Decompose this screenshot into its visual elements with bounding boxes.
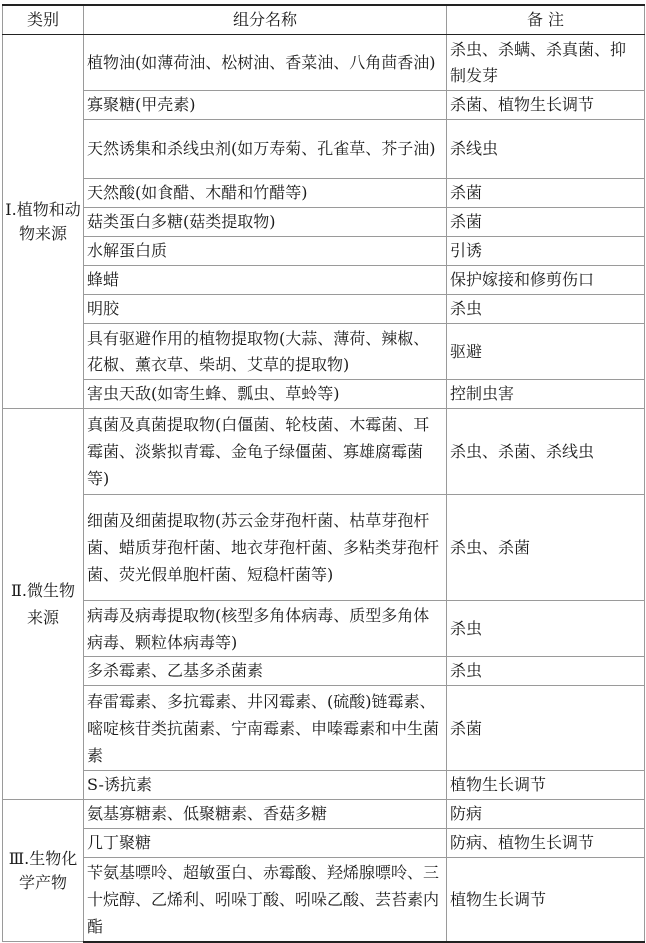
category-cell: Ⅱ.微生物来源 bbox=[3, 409, 84, 800]
component-name: 水解蛋白质 bbox=[84, 237, 447, 266]
component-remark: 植物生长调节 bbox=[447, 771, 645, 800]
component-name: 寡聚糖(甲壳素) bbox=[84, 91, 447, 120]
table-row bbox=[3, 91, 645, 120]
table-row bbox=[3, 380, 645, 409]
group-biochemical bbox=[3, 800, 645, 942]
table-row bbox=[3, 858, 645, 942]
table-row bbox=[3, 266, 645, 295]
table-row bbox=[3, 179, 645, 208]
table-row bbox=[3, 208, 645, 237]
table-row bbox=[3, 120, 645, 179]
header-row bbox=[3, 5, 645, 35]
table-row bbox=[3, 829, 645, 858]
component-name: S-诱抗素 bbox=[84, 771, 447, 800]
table-row bbox=[3, 601, 645, 657]
component-remark: 杀虫 bbox=[447, 657, 645, 686]
component-remark: 防病 bbox=[447, 800, 645, 829]
component-remark: 杀菌、植物生长调节 bbox=[447, 91, 645, 120]
table-row bbox=[3, 771, 645, 800]
component-remark: 杀虫、杀菌 bbox=[447, 495, 645, 601]
table-row bbox=[3, 237, 645, 266]
component-remark: 保护嫁接和修剪伤口 bbox=[447, 266, 645, 295]
component-name: 病毒及病毒提取物(核型多角体病毒、质型多角体病毒、颗粒体病毒等) bbox=[84, 601, 447, 657]
component-name: 多杀霉素、乙基多杀菌素 bbox=[84, 657, 447, 686]
table-row bbox=[3, 686, 645, 771]
category-cell: Ⅲ.生物化学产物 bbox=[3, 800, 84, 942]
table-row bbox=[3, 324, 645, 380]
header-remark: 备 注 bbox=[447, 5, 645, 35]
component-name: 氨基寡糖素、低聚糖素、香菇多糖 bbox=[84, 800, 447, 829]
header-category: 类别 bbox=[3, 5, 84, 35]
component-remark: 植物生长调节 bbox=[447, 858, 645, 942]
component-remark: 控制虫害 bbox=[447, 380, 645, 409]
component-name: 几丁聚糖 bbox=[84, 829, 447, 858]
table-row bbox=[3, 495, 645, 601]
table-row bbox=[3, 295, 645, 324]
table-row bbox=[3, 800, 645, 829]
category-cell: I.植物和动物来源 bbox=[3, 35, 84, 409]
component-name: 天然诱集和杀线虫剂(如万寿菊、孔雀草、芥子油) bbox=[84, 120, 447, 179]
component-remark: 防病、植物生长调节 bbox=[447, 829, 645, 858]
component-name: 菇类蛋白多糖(菇类提取物) bbox=[84, 208, 447, 237]
component-remark: 杀虫 bbox=[447, 601, 645, 657]
component-name: 明胶 bbox=[84, 295, 447, 324]
component-remark: 杀菌 bbox=[447, 179, 645, 208]
component-name: 具有驱避作用的植物提取物(大蒜、薄荷、辣椒、花椒、薰衣草、柴胡、艾草的提取物) bbox=[84, 324, 447, 380]
component-name: 植物油(如薄荷油、松树油、香菜油、八角茴香油) bbox=[84, 35, 447, 91]
table-row bbox=[3, 409, 645, 495]
component-remark: 引诱 bbox=[447, 237, 645, 266]
header-name: 组分名称 bbox=[84, 5, 447, 35]
component-remark: 杀菌 bbox=[447, 686, 645, 771]
table-row bbox=[3, 657, 645, 686]
component-name: 害虫天敌(如寄生蜂、瓢虫、草蛉等) bbox=[84, 380, 447, 409]
component-remark: 杀菌 bbox=[447, 208, 645, 237]
table-row bbox=[3, 35, 645, 91]
component-name: 苄氨基嘌呤、超敏蛋白、赤霉酸、羟烯腺嘌呤、三十烷醇、乙烯利、吲哚丁酸、吲哚乙酸、芸苔素内酯 bbox=[84, 858, 447, 942]
group-microbial bbox=[3, 409, 645, 800]
component-remark: 杀虫、杀螨、杀真菌、抑制发芽 bbox=[447, 35, 645, 91]
component-remark: 杀线虫 bbox=[447, 120, 645, 179]
component-name: 蜂蜡 bbox=[84, 266, 447, 295]
component-remark: 杀虫、杀菌、杀线虫 bbox=[447, 409, 645, 495]
component-remark: 驱避 bbox=[447, 324, 645, 380]
component-name: 春雷霉素、多抗霉素、井冈霉素、(硫酸)链霉素、嘧啶核苷类抗菌素、宁南霉素、申嗪霉素和中生菌素 bbox=[84, 686, 447, 771]
group-plant-animal bbox=[3, 35, 645, 409]
component-name: 细菌及细菌提取物(苏云金芽孢杆菌、枯草芽孢杆菌、蜡质芽孢杆菌、地衣芽孢杆菌、多粘类芽孢杆菌、荧光假单胞杆菌、短稳杆菌等) bbox=[84, 495, 447, 601]
component-remark: 杀虫 bbox=[447, 295, 645, 324]
component-name: 真菌及真菌提取物(白僵菌、轮枝菌、木霉菌、耳霉菌、淡紫拟青霉、金龟子绿僵菌、寡雄腐霉菌等) bbox=[84, 409, 447, 495]
pesticide-components-table bbox=[2, 4, 645, 943]
component-name: 天然酸(如食醋、木醋和竹醋等) bbox=[84, 179, 447, 208]
